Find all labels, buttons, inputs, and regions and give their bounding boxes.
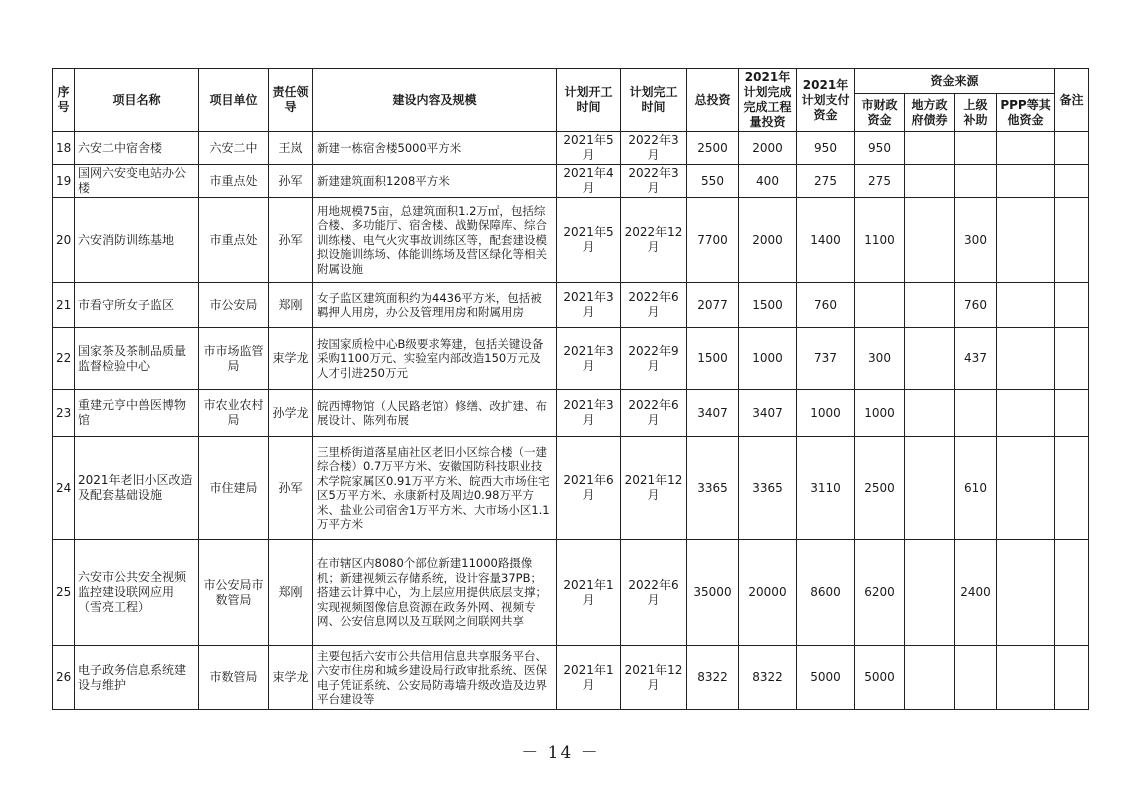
cell-fund-ppp bbox=[997, 540, 1055, 646]
header-remark: 备注 bbox=[1055, 69, 1089, 132]
cell-fund-bond bbox=[905, 165, 955, 198]
cell-fund-ppp bbox=[997, 283, 1055, 328]
cell-seq: 20 bbox=[53, 198, 75, 283]
table-row bbox=[53, 132, 1089, 165]
cell-fund-city: 5000 bbox=[855, 646, 905, 710]
cell-remark bbox=[1055, 132, 1089, 165]
header-fund-upper: 上级补助 bbox=[955, 94, 997, 132]
cell-content: 新建一栋宿舍楼5000平方米 bbox=[313, 132, 557, 165]
cell-fund-upper: 437 bbox=[955, 328, 997, 390]
cell-fund-ppp bbox=[997, 198, 1055, 283]
cell-content: 按国家质检中心B级要求筹建，包括关键设备采购1100万元、实验室内部改造150万元及人才引进250万元 bbox=[313, 328, 557, 390]
header-seq: 序号 bbox=[53, 69, 75, 132]
cell-end: 2022年12月 bbox=[621, 198, 687, 283]
header-total: 总投资 bbox=[687, 69, 739, 132]
cell-total: 8322 bbox=[687, 646, 739, 710]
cell-fund-upper bbox=[955, 165, 997, 198]
cell-content: 皖西博物馆（人民路老馆）修缮、改扩建、布展设计、陈列布展 bbox=[313, 390, 557, 437]
table-row bbox=[53, 390, 1089, 437]
cell-unit: 市农业农村局 bbox=[199, 390, 269, 437]
cell-total: 550 bbox=[687, 165, 739, 198]
cell-plan-pay: 275 bbox=[797, 165, 855, 198]
cell-end: 2022年9月 bbox=[621, 328, 687, 390]
table-row bbox=[53, 540, 1089, 646]
cell-fund-ppp bbox=[997, 390, 1055, 437]
header-fund-ppp: PPP等其他资金 bbox=[997, 94, 1055, 132]
cell-fund-bond bbox=[905, 540, 955, 646]
cell-fund-upper: 610 bbox=[955, 437, 997, 540]
cell-name: 市看守所女子监区 bbox=[75, 283, 199, 328]
header-unit: 项目单位 bbox=[199, 69, 269, 132]
cell-total: 35000 bbox=[687, 540, 739, 646]
cell-name: 六安二中宿舍楼 bbox=[75, 132, 199, 165]
cell-leader: 郑刚 bbox=[269, 540, 313, 646]
cell-unit: 市市场监管局 bbox=[199, 328, 269, 390]
cell-fund-ppp bbox=[997, 646, 1055, 710]
cell-start: 2021年5月 bbox=[557, 198, 621, 283]
cell-unit: 市公安局市数管局 bbox=[199, 540, 269, 646]
cell-unit: 市重点处 bbox=[199, 198, 269, 283]
cell-total: 1500 bbox=[687, 328, 739, 390]
cell-fund-upper bbox=[955, 390, 997, 437]
header-plan-pay: 2021年计划支付资金 bbox=[797, 69, 855, 132]
cell-total: 2500 bbox=[687, 132, 739, 165]
cell-plan-invest: 8322 bbox=[739, 646, 797, 710]
cell-content: 主要包括六安市公共信用信息共享服务平台、六安市住房和城乡建设局行政审批系统、医保电子凭证系统、公安局防毒墙升级改造及边界平台建设等 bbox=[313, 646, 557, 710]
page-number: － 14 － bbox=[521, 743, 600, 763]
cell-fund-ppp bbox=[997, 437, 1055, 540]
cell-fund-bond bbox=[905, 198, 955, 283]
cell-plan-pay: 737 bbox=[797, 328, 855, 390]
project-table bbox=[52, 68, 1089, 710]
cell-total: 3365 bbox=[687, 437, 739, 540]
table-row bbox=[53, 198, 1089, 283]
cell-plan-invest: 3365 bbox=[739, 437, 797, 540]
cell-seq: 26 bbox=[53, 646, 75, 710]
header-plan-invest: 2021年计划完成完成工程量投资 bbox=[739, 69, 797, 132]
table-row bbox=[53, 437, 1089, 540]
cell-fund-bond bbox=[905, 283, 955, 328]
cell-fund-ppp bbox=[997, 328, 1055, 390]
cell-leader: 王岚 bbox=[269, 132, 313, 165]
cell-name: 国家茶及茶制品质量监督检验中心 bbox=[75, 328, 199, 390]
cell-name: 电子政务信息系统建设与维护 bbox=[75, 646, 199, 710]
table-row bbox=[53, 646, 1089, 710]
cell-fund-upper bbox=[955, 646, 997, 710]
cell-leader: 孙学龙 bbox=[269, 390, 313, 437]
cell-start: 2021年5月 bbox=[557, 132, 621, 165]
cell-fund-upper bbox=[955, 132, 997, 165]
table-body bbox=[53, 132, 1089, 710]
cell-content: 在市辖区内8080个部位新建11000路摄像机；新建视频云存储系统，设计容量37PB；搭建云计算中心，为上层应用提供底层支撑；实现视频图像信息资源在政务外网、视频专网、公安信息网以及互联网之间联网共享 bbox=[313, 540, 557, 646]
cell-start: 2021年3月 bbox=[557, 328, 621, 390]
cell-leader: 束学龙 bbox=[269, 328, 313, 390]
cell-remark bbox=[1055, 328, 1089, 390]
table-row bbox=[53, 165, 1089, 198]
cell-start: 2021年3月 bbox=[557, 390, 621, 437]
cell-fund-ppp bbox=[997, 132, 1055, 165]
table-row bbox=[53, 328, 1089, 390]
cell-content: 新建建筑面积1208平方米 bbox=[313, 165, 557, 198]
cell-fund-upper: 760 bbox=[955, 283, 997, 328]
cell-plan-pay: 1400 bbox=[797, 198, 855, 283]
cell-seq: 22 bbox=[53, 328, 75, 390]
cell-start: 2021年1月 bbox=[557, 540, 621, 646]
table-row bbox=[53, 283, 1089, 328]
header-start: 计划开工时间 bbox=[557, 69, 621, 132]
cell-plan-invest: 3407 bbox=[739, 390, 797, 437]
cell-fund-city bbox=[855, 283, 905, 328]
cell-name: 重建元亨中兽医博物馆 bbox=[75, 390, 199, 437]
cell-fund-city: 6200 bbox=[855, 540, 905, 646]
cell-plan-invest: 400 bbox=[739, 165, 797, 198]
cell-plan-pay: 1000 bbox=[797, 390, 855, 437]
header-name: 项目名称 bbox=[75, 69, 199, 132]
cell-seq: 19 bbox=[53, 165, 75, 198]
cell-fund-city: 2500 bbox=[855, 437, 905, 540]
cell-total: 7700 bbox=[687, 198, 739, 283]
cell-name: 2021年老旧小区改造及配套基础设施 bbox=[75, 437, 199, 540]
cell-plan-invest: 2000 bbox=[739, 132, 797, 165]
header-leader: 责任领导 bbox=[269, 69, 313, 132]
cell-fund-bond bbox=[905, 132, 955, 165]
cell-plan-invest: 20000 bbox=[739, 540, 797, 646]
cell-fund-city: 300 bbox=[855, 328, 905, 390]
cell-end: 2022年6月 bbox=[621, 390, 687, 437]
cell-end: 2021年12月 bbox=[621, 437, 687, 540]
cell-plan-invest: 1500 bbox=[739, 283, 797, 328]
cell-plan-pay: 3110 bbox=[797, 437, 855, 540]
cell-unit: 市数管局 bbox=[199, 646, 269, 710]
cell-fund-bond bbox=[905, 328, 955, 390]
cell-unit: 市重点处 bbox=[199, 165, 269, 198]
cell-seq: 24 bbox=[53, 437, 75, 540]
cell-unit: 六安二中 bbox=[199, 132, 269, 165]
cell-unit: 市公安局 bbox=[199, 283, 269, 328]
cell-remark bbox=[1055, 165, 1089, 198]
cell-seq: 21 bbox=[53, 283, 75, 328]
cell-content: 三里桥街道落星庙社区老旧小区综合楼（一建综合楼）0.7万平方米、安徽国防科技职业技术学院家属区0.91万平方米、皖西大市场住宅区5万平方米、永康新村及周边0.98万平方米、盐业公司宿舍1万平方米、大市场小区1.1万平方米 bbox=[313, 437, 557, 540]
cell-remark bbox=[1055, 437, 1089, 540]
cell-start: 2021年1月 bbox=[557, 646, 621, 710]
cell-fund-city: 1000 bbox=[855, 390, 905, 437]
cell-remark bbox=[1055, 198, 1089, 283]
header-content: 建设内容及规模 bbox=[313, 69, 557, 132]
header-funding: 资金来源 bbox=[855, 69, 1055, 94]
cell-end: 2022年3月 bbox=[621, 165, 687, 198]
cell-fund-upper: 300 bbox=[955, 198, 997, 283]
cell-plan-pay: 760 bbox=[797, 283, 855, 328]
cell-name: 六安市公共安全视频监控建设联网应用（雪亮工程） bbox=[75, 540, 199, 646]
cell-content: 女子监区建筑面积约为4436平方米，包括被羁押人用房，办公及管理用房和附属用房 bbox=[313, 283, 557, 328]
cell-seq: 23 bbox=[53, 390, 75, 437]
cell-leader: 束学龙 bbox=[269, 646, 313, 710]
cell-remark bbox=[1055, 540, 1089, 646]
cell-remark bbox=[1055, 283, 1089, 328]
cell-end: 2022年3月 bbox=[621, 132, 687, 165]
cell-leader: 孙军 bbox=[269, 437, 313, 540]
cell-fund-city: 1100 bbox=[855, 198, 905, 283]
cell-plan-pay: 950 bbox=[797, 132, 855, 165]
cell-end: 2022年6月 bbox=[621, 540, 687, 646]
cell-plan-invest: 1000 bbox=[739, 328, 797, 390]
cell-remark bbox=[1055, 646, 1089, 710]
cell-plan-pay: 8600 bbox=[797, 540, 855, 646]
cell-total: 3407 bbox=[687, 390, 739, 437]
cell-unit: 市住建局 bbox=[199, 437, 269, 540]
cell-leader: 郑刚 bbox=[269, 283, 313, 328]
cell-fund-upper: 2400 bbox=[955, 540, 997, 646]
cell-start: 2021年6月 bbox=[557, 437, 621, 540]
cell-fund-city: 950 bbox=[855, 132, 905, 165]
cell-seq: 18 bbox=[53, 132, 75, 165]
cell-name: 国网六安变电站办公楼 bbox=[75, 165, 199, 198]
header-fund-bond: 地方政府债券 bbox=[905, 94, 955, 132]
cell-leader: 孙军 bbox=[269, 165, 313, 198]
cell-plan-invest: 2000 bbox=[739, 198, 797, 283]
cell-fund-bond bbox=[905, 646, 955, 710]
cell-end: 2021年12月 bbox=[621, 646, 687, 710]
cell-leader: 孙军 bbox=[269, 198, 313, 283]
cell-name: 六安消防训练基地 bbox=[75, 198, 199, 283]
cell-end: 2022年6月 bbox=[621, 283, 687, 328]
cell-fund-bond bbox=[905, 437, 955, 540]
header-end: 计划完工时间 bbox=[621, 69, 687, 132]
cell-start: 2021年4月 bbox=[557, 165, 621, 198]
cell-total: 2077 bbox=[687, 283, 739, 328]
cell-fund-bond bbox=[905, 390, 955, 437]
cell-plan-pay: 5000 bbox=[797, 646, 855, 710]
header-fund-city: 市财政资金 bbox=[855, 94, 905, 132]
cell-content: 用地规模75亩，总建筑面积1.2万㎡，包括综合楼、多功能厅、宿舍楼、战勤保障库、综合训练楼、电气火灾事故训练区等，配套建设模拟设施训练场、体能训练场及营区绿化等相关附属设施 bbox=[313, 198, 557, 283]
cell-seq: 25 bbox=[53, 540, 75, 646]
table-header bbox=[53, 69, 1089, 132]
cell-fund-city: 275 bbox=[855, 165, 905, 198]
cell-start: 2021年3月 bbox=[557, 283, 621, 328]
cell-remark bbox=[1055, 390, 1089, 437]
cell-fund-ppp bbox=[997, 165, 1055, 198]
